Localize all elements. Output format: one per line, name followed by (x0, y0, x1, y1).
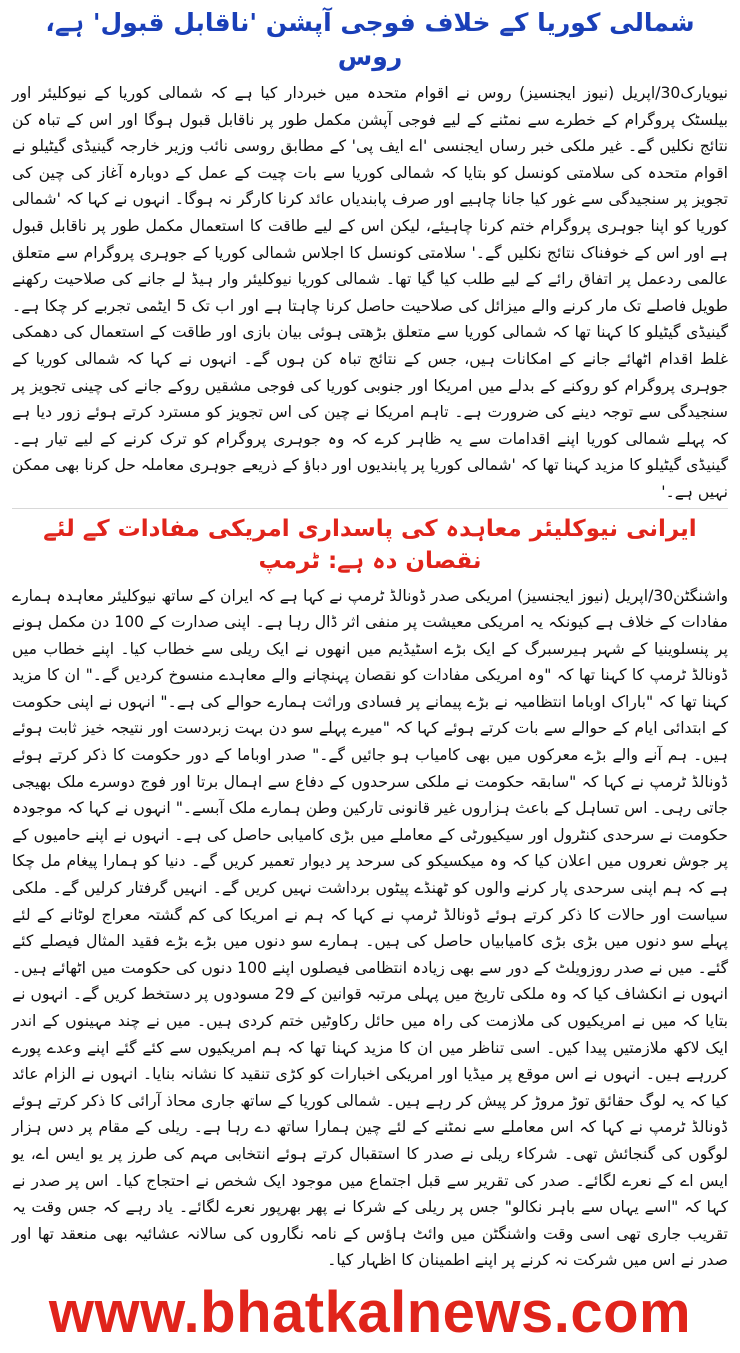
site-link[interactable]: www.bhatkalnews.com (48, 1280, 692, 1345)
article2-body: واشنگٹن30/اپریل (نیوز ایجنسیز) امریکی صدر ڈونالڈ ٹرمپ نے کہا ہے کہ ایران کے ساتھ نیوکلیئر معاہدہ ہمارے مفادات کے خلاف ہے کیونکہ یہ امریکی معیشت پر منفی اثر ڈال رہا ہے۔ اپنی صدارت کے 100 دن مکمل ہونے پر پنسلوینیا کے شہر ہیرسبرگ کے ایک بڑے اسٹیڈیم میں انھوں نے ایک ریلی سے خطاب کیا۔ اپنے خطاب میں ڈونالڈ ٹرمپ کا کہنا تھا کہ "وہ امریکی مفادات کو نقصان پہنچانے والے معاہدے منسوخ کردیں گے۔" ان کا مزید کہنا تھا کہ "باراک اوباما انتظامیہ نے بڑے پیمانے پر فسادی وراثت ہمارے حوالے کی ہے۔" انہوں نے اپنی حکومت کے ابتدائی ایام کے حوالے سے بات کرتے ہوئے کہا کہ "میرے پہلے سو دن بہت زبردست اور نتیجہ خیز ثابت ہوئے ہیں۔ ہم آنے والے بڑے معرکوں میں بھی کامیاب ہو جائیں گے۔" صدر اوباما کے دور حکومت کا ذکر کرتے ہوئے ڈونالڈ ٹرمپ نے کہا کہ "سابقہ حکومت نے ملکی سرحدوں کے دفاع سے اہمال برتا اور فوج دوسرے ملک بھیجی جاتی رہی۔ اس تساہل کے باعث ہزاروں غیر قانونی تارکین وطن ہمارے ملک آبسے۔" انہوں نے کہا کہ موجودہ حکومت نے سرحدی کنٹرول اور سیکیورٹی کے معاملے میں بڑی کامیابی حاصل کی ہے۔ انہوں نے اپنے حامیوں کے پر جوش نعروں میں اعلان کیا کہ وہ میکسیکو کی سرحد پر دیوار تعمیر کریں گے۔ دنیا کو ہمارا پیغام مل چکا ہے کہ ہم اپنی سرحدی پار کرنے والوں کو ٹھنڈے پیٹوں برداشت نہیں کریں گے۔ انہیں گرفتار کرلیں گے۔ ملکی سیاست اور حالات کا ذکر کرتے ہوئے ڈونالڈ ٹرمپ نے کہا کہ ہم نے امریکا کی کم گشتہ معراج لوٹانے کے لئے پہلے سو دنوں میں بڑی بڑی کامیابیاں حاصل کی ہیں۔ ہمارے سو دنوں میں بڑے بڑے فقید المثال فیصلے کئے گئے۔ میں نے صدر روزویلٹ کے دور سے بھی زیادہ انتظامی فیصلوں اپنے 100 دنوں کی حکومت میں اٹھائے ہیں۔ انہوں نے انکشاف کیا کہ وہ ملکی تاریخ میں پہلی مرتبہ قوانین کے 29 مسودوں پر دستخط کریں گے۔ انہوں نے بتایا کہ میں نے امریکیوں کی ملازمت کی راہ میں حائل رکاوٹیں ختم کردی ہیں۔ میں نے چند مہینوں کے اندر ایک لاکھ ملازمتیں پیدا کیں۔ اسی تناظر میں ان کا مزید کہنا تھا کہ ہم امریکیوں سے کئے گئے اپنے وعدے پورے کررہے ہیں۔ انہوں نے اس موقع پر میڈیا اور امریکی اخبارات کو کڑی تنقید کا نشانہ بنایا۔ انہوں نے الزام عائد کیا کہ یہ لوگ حقائق توڑ مروڑ کر پیش کر رہے ہیں۔ شمالی کوریا کے ساتھ جاری محاذ آرائی کا ذکر کرتے ہوئے ڈونالڈ ٹرمپ نے کہا کہ اس معاملے سے نمٹنے کے لئے چین ہمارا ساتھ دے رہا ہے۔ ریلی کے مقام پر دس ہزار لوگوں کی گنجائش تھی۔ شرکاء ریلی نے صدر کا استقبال کرتے ہوئے انتخابی مہم کی طرز پر یو ایس اے، یو ایس اے کے نعرے لگائے۔ صدر کی تقریر سے قبل اجتماع میں موجود ایک شخص نے احتجاج کیا۔ اس پر صدر نے کہا کہ "اسے یہاں سے باہر نکالو" جس پر ریلی کے شرکا نے پھر بھرپور نعرے لگائے۔ یاد رہے کہ جس وقت یہ تقریب جاری تھی اسی وقت واشنگٹن میں وائٹ ہاؤس کے نامہ نگاروں کی سالانہ عشائیہ بھی منعقد تھا اور صدر نے اس میں شرکت نہ کرنے پر اپنے اطمینان کا اظہار کیا۔ (12, 586, 729, 1270)
article1-headline: شمالی کوریا کے خلاف فوجی آپشن 'ناقابل قبول' ہے، روس (45, 8, 695, 71)
article2-headline: ایرانی نیوکلیئر معاہدہ کی پاسداری امریکی مفادات کے لئے نقصان دہ ہے: ٹرمپ (43, 515, 697, 574)
article1-body: نیویارک30/اپریل (نیوز ایجنسیز) روس نے اقوام متحدہ میں خبردار کیا ہے کہ شمالی کوریا کے نیوکلیئر اور بیلسٹک پروگرام کے خطرے سے نمٹنے کے لیے فوجی آپشن مکمل طور پر ناقابل قبول ہوگا اور اس کے تباہ کن نتائج نکلیں گے۔ غیر ملکی خبر رساں ایجنسی 'اے ایف پی' کے مطابق روسی نائب وزیر خارجہ گینیڈی گیٹیلو نے اقوام متحدہ کی سلامتی کونسل کو بتایا کہ شمالی کوریا سے بات چیت کے عمل کے دوبارہ آغاز کی چین کی تجویز پر سنجیدگی سے غور کیا جانا چاہیے اور صرف پابندیاں عائد کرنا کارگر نہ ہوگا۔ انہوں نے کہا کہ 'شمالی کوریا کو اپنا جوہری پروگرام ختم کرنا چاہیئے، لیکن اس کے لیے طاقت کا استعمال مکمل طور پر ناقابل قبول ہے اور اس کے خوفناک نتائج نکلیں گے۔' سلامتی کونسل کا اجلاس شمالی کوریا کے جوہری پروگرام سے متعلق عالمی ردعمل پر اتفاق رائے کے لیے طلب کیا گیا تھا۔ شمالی کوریا نیوکلیئر وار ہیڈ لے جانے کی صلاحیت رکھنے طویل فاصلے تک مار کرنے والے میزائل کی صلاحیت حاصل کرنا چاہتا ہے اور اب تک 5 ایٹمی تجربے کر چکا ہے۔ گینیڈی گیٹیلو کا کہنا تھا کہ شمالی کوریا سے متعلق بڑھتی ہوئی بیان بازی اور طاقت کے استعمال کی دھمکی غلط اقدام اٹھائے جانے کے امکانات ہیں، جس کے نتائج تباہ کن ہوں گے۔ انہوں نے کہا کہ شمالی کوریا کے جوہری پروگرام کو روکنے کے بدلے میں امریکا اور جنوبی کوریا کی فوجی مشقیں روکے جانے کی چینی تجویز پر سنجیدگی سے توجہ دینے کی ضرورت ہے۔ تاہم امریکا نے چین کی اس تجویز کو مسترد کرتے ہوئے زور دیا ہے کہ پہلے شمالی کوریا اپنے اقدامات سے یہ ظاہر کرے کہ وہ جوہری پروگرام کو ترک کرنے کے لیے تیار ہے۔ گینیڈی گیٹیلو کا مزید کہنا تھا کہ 'شمالی کوریا پر پابندیوں اور دباؤ کے ذریعے جوہری معاملہ حل کرنا بھی ممکن نہیں ہے۔' (12, 84, 728, 501)
footer (0, 1275, 740, 1351)
article-divider (12, 508, 728, 509)
